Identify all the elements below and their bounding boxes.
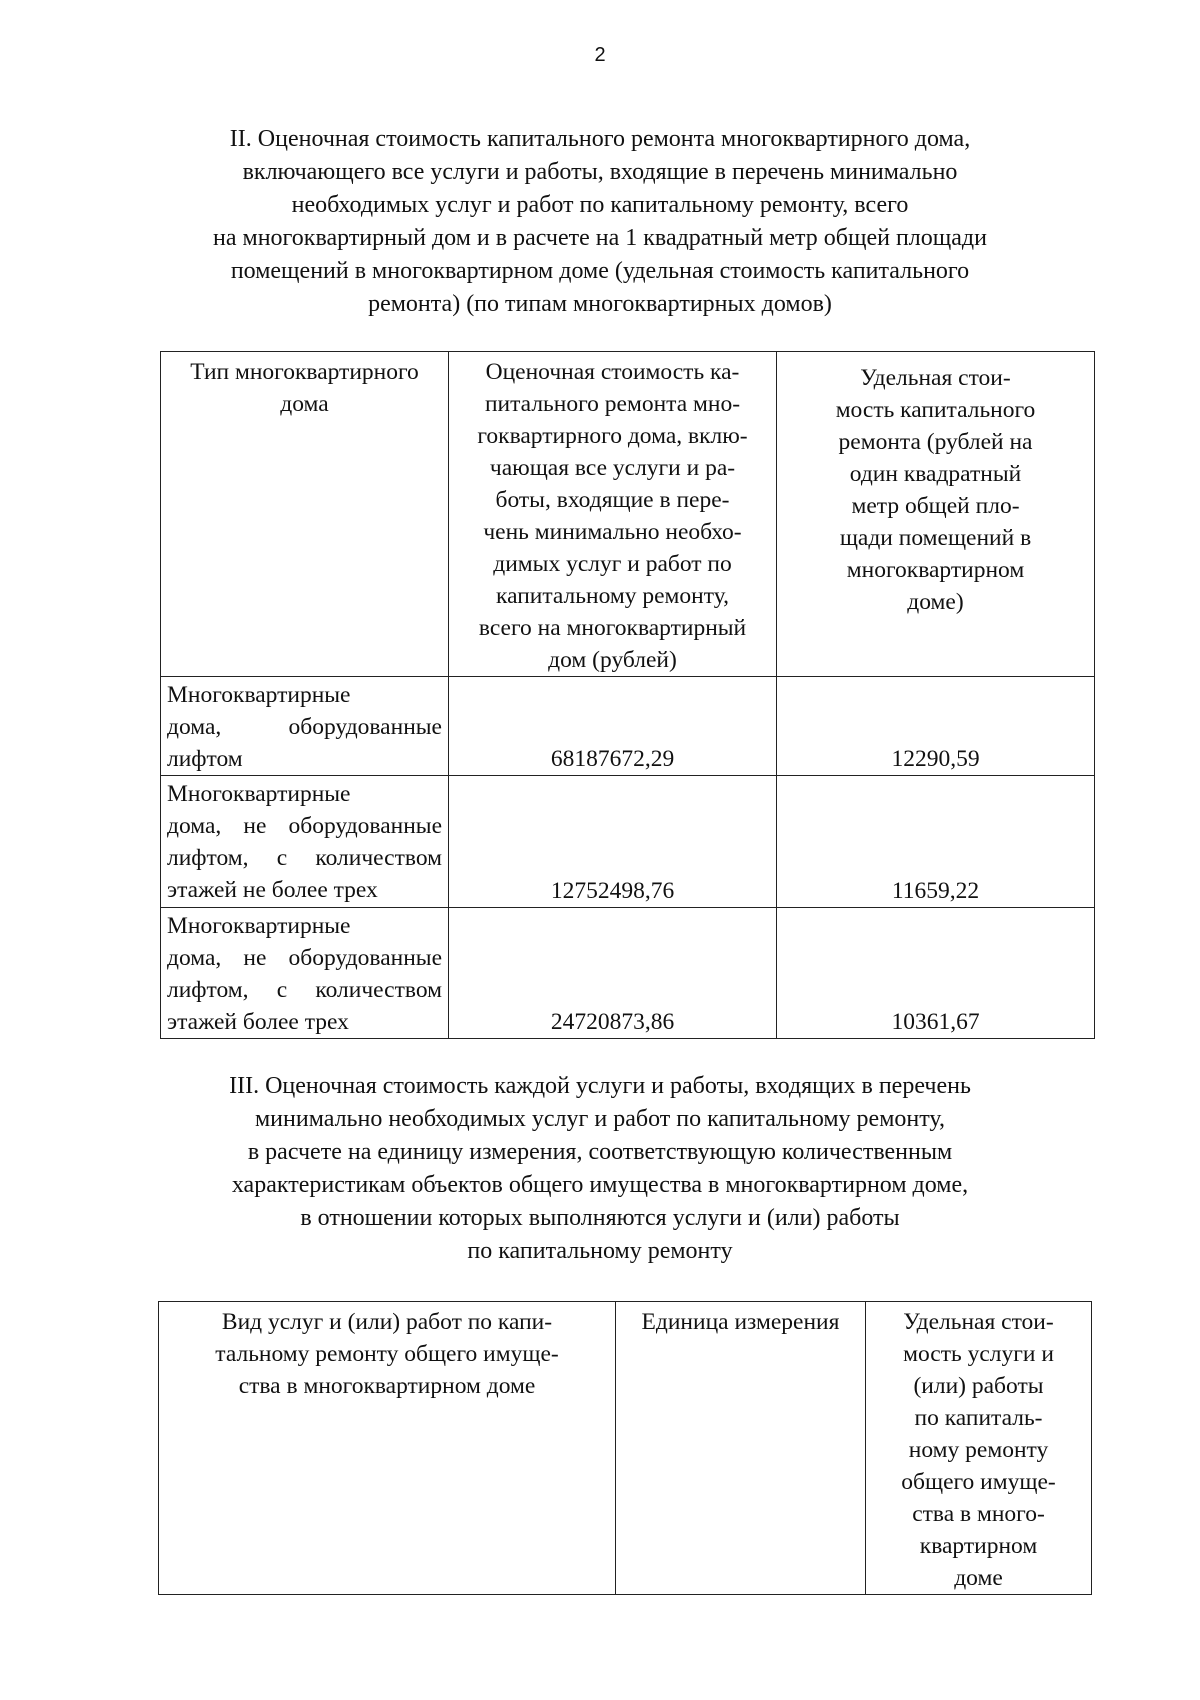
house-type-cell xyxy=(161,908,449,1039)
header-line: Удельная стои- xyxy=(860,365,1011,391)
header-line: Оценочная стоимость ка- xyxy=(485,359,740,385)
header-line: Вид услуг и (или) работ по капи- xyxy=(221,1309,553,1335)
table-header-row xyxy=(161,352,1095,677)
total-cost-cell: 12752498,76 xyxy=(449,776,777,908)
header-line: доме) xyxy=(907,589,964,615)
header-line: ремонта (рублей на xyxy=(838,429,1033,455)
header-service-type xyxy=(159,1302,616,1595)
header-line: общего имуще- xyxy=(901,1469,1056,1495)
header-line: мость услуги и xyxy=(903,1341,1054,1367)
total-cost-cell: 68187672,29 xyxy=(449,677,777,776)
header-line: квартирном xyxy=(919,1533,1038,1559)
house-type-line: этажей не более трех xyxy=(167,877,378,903)
header-house-type xyxy=(161,352,449,677)
house-type-line: дома, не оборудованные xyxy=(167,945,442,971)
page-number: 2 xyxy=(594,44,606,66)
specific-cost-cell: 11659,22 xyxy=(777,776,1095,908)
header-line: доме xyxy=(954,1565,1003,1591)
heading-line: включающего все услуги и работы, входящие в перечень минимально xyxy=(242,159,958,185)
header-line: дома xyxy=(280,391,329,417)
header-line: ства в много- xyxy=(912,1501,1045,1527)
total-cost-cell: 24720873,86 xyxy=(449,908,777,1039)
header-line: ства в многоквартирном доме xyxy=(238,1373,536,1399)
specific-cost-cell: 12290,59 xyxy=(777,677,1095,776)
cost-by-service-table xyxy=(158,1301,1092,1595)
heading-line: III. Оценочная стоимость каждой услуги и работы, входящих в перечень xyxy=(229,1073,971,1099)
header-line: капитальному ремонту, xyxy=(496,583,729,609)
header-line: по капиталь- xyxy=(914,1405,1043,1431)
house-type-line: лифтом, с количеством xyxy=(167,845,442,871)
table-row xyxy=(161,677,1095,776)
header-line: один квадратный xyxy=(849,461,1022,487)
header-line: мость капитального xyxy=(835,397,1036,423)
header-line: многоквартирном xyxy=(846,557,1025,583)
header-line: Удельная стои- xyxy=(903,1309,1054,1335)
header-line: димых услуг и работ по xyxy=(493,551,732,577)
specific-cost-cell: 10361,67 xyxy=(777,908,1095,1039)
house-type-line: лифтом xyxy=(167,746,243,772)
header-line: дом (рублей) xyxy=(548,647,677,673)
header-line: Тип многоквартирного xyxy=(190,359,419,385)
heading-line: необходимых услуг и работ по капитальному ремонту, всего xyxy=(291,192,909,218)
header-line: щади помещений в xyxy=(839,525,1032,551)
header-line: питального ремонта мно- xyxy=(484,391,741,417)
heading-line: минимально необходимых услуг и работ по капитальному ремонту, xyxy=(254,1106,946,1132)
heading-line: помещений в многоквартирном доме (удельная стоимость капитального xyxy=(230,258,970,284)
header-specific-cost xyxy=(777,352,1095,677)
header-line: тальному ремонту общего имуще- xyxy=(215,1341,559,1367)
header-total-cost xyxy=(449,352,777,677)
house-type-cell xyxy=(161,677,449,776)
header-specific-service-cost xyxy=(866,1302,1092,1595)
heading-line: ремонта) (по типам многоквартирных домов) xyxy=(368,291,832,317)
heading-line: характеристикам объектов общего имущества в многоквартирном доме, xyxy=(231,1172,969,1198)
house-type-line: дома, не оборудованные xyxy=(167,813,442,839)
house-type-cell xyxy=(161,776,449,908)
header-line: ному ремонту xyxy=(908,1437,1049,1463)
heading-line: по капитальному ремонту xyxy=(467,1238,733,1264)
table-header-row xyxy=(159,1302,1092,1595)
header-line: боты, входящие в пере- xyxy=(495,487,730,513)
header-line: (или) работы xyxy=(913,1373,1044,1399)
heading-line: II. Оценочная стоимость капитального ремонта многоквартирного дома, xyxy=(229,126,971,152)
header-line: чень минимально необхо- xyxy=(483,519,742,545)
table-row xyxy=(161,776,1095,908)
house-type-line: Многоквартирные xyxy=(167,913,351,939)
house-type-line: этажей более трех xyxy=(167,1009,349,1035)
house-type-line: дома, оборудованные xyxy=(167,714,442,740)
header-line: гоквартирного дома, вклю- xyxy=(477,423,748,449)
header-unit xyxy=(616,1302,866,1595)
house-type-line: лифтом, с количеством xyxy=(167,977,442,1003)
cost-by-house-type-table xyxy=(160,351,1095,1039)
table-row xyxy=(161,908,1095,1039)
heading-line: в расчете на единицу измерения, соответствующую количественным xyxy=(247,1139,953,1165)
house-type-line: Многоквартирные xyxy=(167,781,351,807)
header-line: всего на многоквартирный xyxy=(478,615,747,641)
heading-line: на многоквартирный дом и в расчете на 1 квадратный метр общей площади xyxy=(213,225,987,251)
section-3-heading xyxy=(150,1070,1050,1268)
house-type-line: Многоквартирные xyxy=(167,682,351,708)
header-line: чающая все услуги и ра- xyxy=(489,455,736,481)
header-line: метр общей пло- xyxy=(851,493,1020,519)
section-2-heading xyxy=(150,123,1050,321)
heading-line: в отношении которых выполняются услуги и (или) работы xyxy=(300,1205,900,1231)
header-line: Единица измерения xyxy=(641,1309,840,1335)
